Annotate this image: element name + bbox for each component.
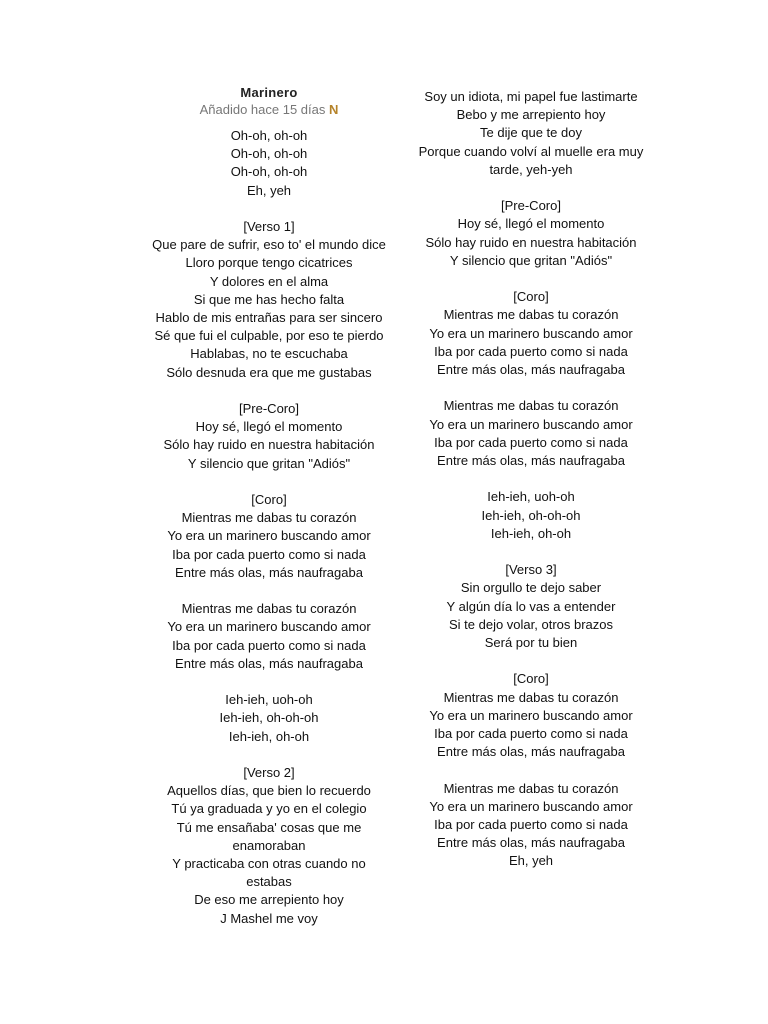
lyric-line: Hoy sé, llegó el momento: [457, 216, 605, 232]
lyric-line: [Coro]: [251, 492, 287, 508]
lyric-line: Tú me ensañaba' cosas que me: [176, 819, 362, 835]
lyric-line: Mientras me dabas tu corazón: [181, 510, 357, 526]
song-title: Marinero: [240, 85, 298, 100]
lyric-line: Ieh-ieh, oh-oh: [490, 525, 572, 541]
lyric-line: Entre más olas, más naufragaba: [175, 655, 363, 671]
lyric-line: Ieh-ieh, oh-oh-oh: [219, 710, 319, 726]
lyric-line: Mientras me dabas tu corazón: [181, 601, 357, 617]
lyric-line: Sin orgullo te dejo saber: [460, 580, 602, 596]
lyric-line: Yo era un marinero buscando amor: [429, 416, 633, 432]
lyric-line: Iba por cada puerto como si nada: [434, 817, 628, 833]
lyric-line: Sé que fui el culpable, por eso te pierdo: [154, 328, 384, 344]
stanza-gap: [388, 652, 674, 670]
lyric-line: [Pre-Coro]: [501, 198, 561, 214]
lyric-line: Porque cuando volví al muelle era muy: [418, 143, 644, 159]
lyric-line: Hoy sé, llegó el momento: [195, 419, 343, 435]
lyric-line: Mientras me dabas tu corazón: [443, 689, 619, 705]
lyric-line: Entre más olas, más naufragaba: [175, 564, 363, 580]
lyric-line: Ieh-ieh, oh-oh: [228, 728, 310, 744]
lyric-line: Yo era un marinero buscando amor: [167, 619, 371, 635]
lyric-line: Yo era un marinero buscando amor: [429, 325, 633, 341]
lyric-line: Yo era un marinero buscando amor: [429, 798, 633, 814]
lyric-line: [Verso 1]: [243, 219, 295, 234]
lyric-line: Sólo desnuda era que me gustabas: [166, 364, 372, 380]
lyric-line: [Coro]: [513, 671, 549, 687]
lyric-line: Soy un idiota, mi papel fue lastimarte: [424, 89, 638, 104]
lyric-line: Yo era un marinero buscando amor: [167, 528, 371, 544]
lyric-line: Entre más olas, más naufragaba: [437, 362, 625, 378]
lyric-line: Y practicaba con otras cuando no: [172, 856, 366, 872]
lyric-line: Iba por cada puerto como si nada: [434, 726, 628, 742]
lyric-line: Oh-oh, oh-oh: [230, 128, 308, 143]
lyrics-lines-right: [388, 88, 674, 871]
lyric-line: Sólo hay ruido en nuestra habitación: [163, 437, 375, 453]
lyric-line: Iba por cada puerto como si nada: [172, 637, 366, 653]
lyric-line: Yo era un marinero buscando amor: [429, 707, 633, 723]
lyric-line: Entre más olas, más naufragaba: [437, 453, 625, 469]
lyric-line: Será por tu bien: [484, 635, 578, 651]
lyric-line: Iba por cada puerto como si nada: [172, 546, 366, 562]
lyric-line: Iba por cada puerto como si nada: [434, 434, 628, 450]
lyric-line: [Verso 3]: [505, 562, 557, 578]
lyric-line: Eh, yeh: [246, 182, 292, 198]
lyric-line: tarde, yeh-yeh: [489, 161, 573, 177]
lyric-line: Oh-oh, oh-oh: [230, 164, 308, 180]
lyric-line: Te dije que te doy: [480, 125, 582, 141]
lyric-line: Sólo hay ruido en nuestra habitación: [425, 234, 637, 250]
lyric-line: Iba por cada puerto como si nada: [434, 343, 628, 359]
lyric-line: Y silencio que gritan "Adiós": [187, 455, 351, 471]
stanza-gap: [388, 761, 674, 779]
lyric-line: Y algún día lo vas a entender: [446, 598, 616, 614]
lyric-line: Ieh-ieh, uoh-oh: [225, 692, 313, 708]
lyric-line: [Coro]: [513, 289, 549, 305]
lyric-line: Si que me has hecho falta: [193, 291, 345, 307]
lyric-line: Que pare de sufrir, eso to' el mundo dice: [152, 237, 386, 253]
lyric-line: Si te dejo volar, otros brazos: [448, 616, 614, 632]
lyric-line: Y silencio que gritan "Adiós": [449, 252, 613, 268]
lyric-line: Hablabas, no te escuchaba: [190, 346, 348, 362]
stanza-gap: [388, 270, 674, 288]
stanza-gap: [388, 543, 674, 561]
lyric-line: Aquellos días, que bien lo recuerdo: [167, 783, 371, 799]
lyrics-column-right: [388, 88, 674, 871]
lyric-line: Ieh-ieh, oh-oh-oh: [481, 507, 581, 523]
lyric-line: Mientras me dabas tu corazón: [443, 398, 619, 414]
lyric-line: Lloro porque tengo cicatrices: [185, 255, 353, 271]
lyric-line: J Mashel me voy: [220, 910, 318, 926]
new-badge: N: [329, 102, 339, 117]
lyric-line: estabas: [246, 874, 292, 890]
stanza-gap: [388, 179, 674, 197]
lyric-line: Entre más olas, más naufragaba: [437, 744, 625, 760]
lyric-line: [Verso 2]: [243, 765, 295, 781]
lyric-line: Oh-oh, oh-oh: [230, 146, 308, 162]
added-timestamp: Añadido hace 15 días: [199, 102, 326, 117]
lyric-line: Tú ya graduada y yo en el colegio: [171, 801, 367, 817]
lyric-line: Eh, yeh: [508, 853, 554, 869]
lyric-line: De eso me arrepiento hoy: [194, 892, 344, 908]
lyric-line: Bebo y me arrepiento hoy: [456, 107, 606, 123]
lyric-line: Ieh-ieh, uoh-oh: [487, 489, 575, 505]
lyric-line: [Pre-Coro]: [239, 401, 299, 417]
stanza-gap: [388, 379, 674, 397]
lyric-line: Hablo de mis entrañas para ser sincero: [155, 310, 383, 326]
lyric-line: Y dolores en el alma: [209, 273, 329, 289]
lyric-line: Entre más olas, más naufragaba: [437, 835, 625, 851]
lyric-line: enamoraban: [232, 837, 306, 853]
lyric-line: Mientras me dabas tu corazón: [443, 780, 619, 796]
stanza-gap: [388, 470, 674, 488]
lyric-line: Mientras me dabas tu corazón: [443, 307, 619, 323]
